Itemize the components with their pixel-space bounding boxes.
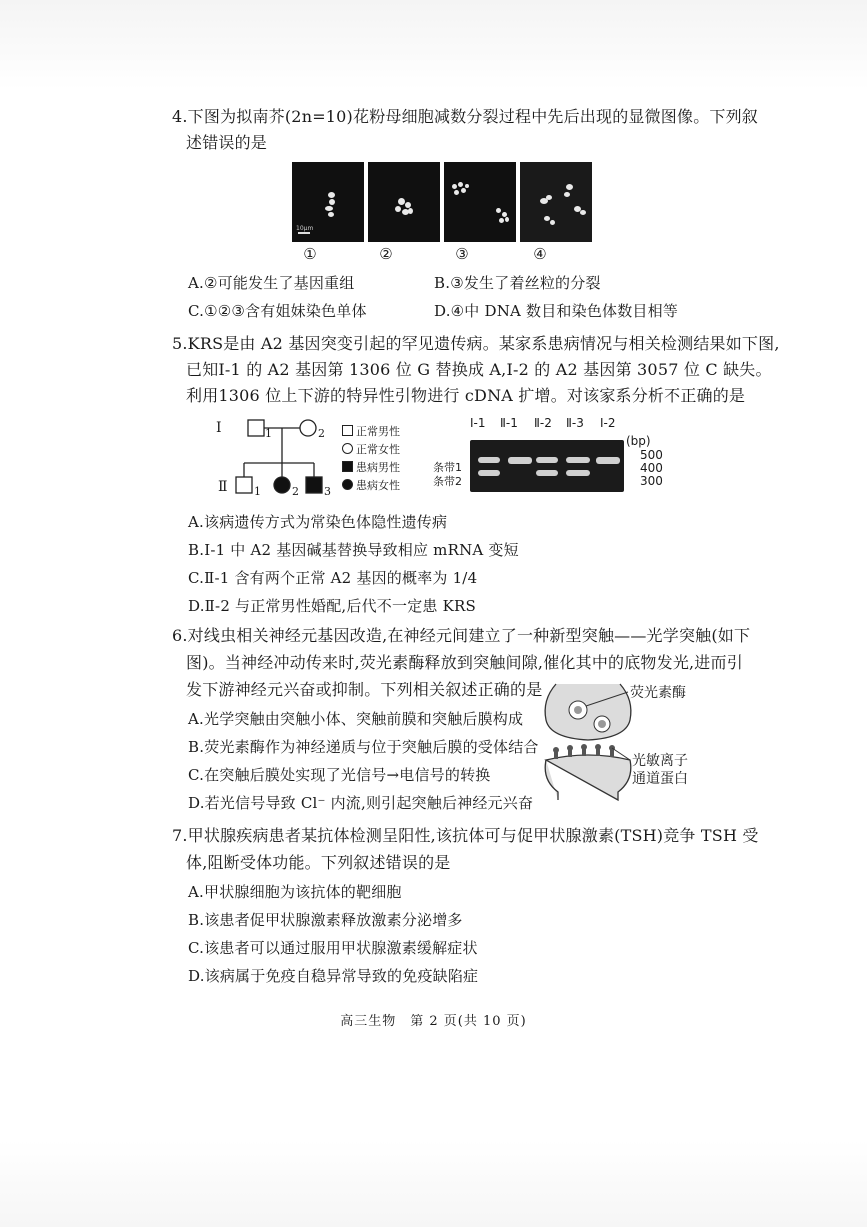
micrograph-1 <box>292 162 364 242</box>
diagram-pointer-lines <box>538 680 716 802</box>
q6-option-a: A.光学突触由突触小体、突触前膜和突触后膜构成 <box>188 710 524 728</box>
q7-option-b: B.该患者促甲状腺激素释放激素分泌增多 <box>188 911 463 929</box>
bp-mark-500: 500 <box>640 448 663 462</box>
micrograph-4 <box>520 162 592 242</box>
band-2-label: 条带2 <box>433 475 462 488</box>
gel-lane-label: Ⅰ-1 <box>470 416 486 430</box>
gel-lane-label: Ⅱ-1 <box>500 416 518 430</box>
generation-1-label: Ⅰ <box>216 420 222 436</box>
q6-option-c: C.在突触后膜处实现了光信号→电信号的转换 <box>188 766 491 784</box>
q6-stem-line3: 发下游神经元兴奋或抑制。下列相关叙述正确的是 <box>186 680 543 699</box>
micrograph-label-1: ① <box>303 245 317 263</box>
generation-2-label: Ⅱ <box>218 479 228 495</box>
q5-option-b: B.Ⅰ-1 中 A2 基因碱基替换导致相应 mRNA 变短 <box>188 541 519 559</box>
gel-lane-label: Ⅰ-2 <box>600 416 616 430</box>
micrograph-strip <box>292 162 594 242</box>
q6-option-b: B.荧光素酶作为神经递质与位于突触后膜的受体结合 <box>188 738 539 756</box>
pedigree-number: 2 <box>292 485 299 498</box>
q6-stem-line1: 6.对线虫相关神经元基因改造,在神经元间建立了一种新型突触——光学突触(如下 <box>172 626 751 645</box>
light-channel-label-line1: 光敏离子 <box>632 753 688 769</box>
pedigree-chart <box>210 415 460 515</box>
micrograph-label-4: ④ <box>533 245 547 263</box>
pedigree-number: 1 <box>254 485 261 498</box>
bp-unit-label: (bp) <box>626 434 651 448</box>
q5-stem-line2: 已知Ⅰ-1 的 A2 基因第 1306 位 G 替换成 A,Ⅰ-2 的 A2 基因第 3057 位 C 缺失。 <box>186 360 772 379</box>
q7-stem-line1: 7.甲状腺疾病患者某抗体检测呈阳性,该抗体可与促甲状腺激素(TSH)竞争 TSH 受 <box>172 826 759 845</box>
legend-normal-female: 正常女性 <box>342 441 400 457</box>
electrophoresis-gel <box>470 440 624 492</box>
micrograph-2 <box>368 162 440 242</box>
optical-synapse-diagram <box>538 680 716 802</box>
q4-option-b: B.③发生了着丝粒的分裂 <box>434 274 601 292</box>
gel-lane-label: Ⅱ-3 <box>566 416 584 430</box>
q7-option-c: C.该患者可以通过服用甲状腺激素缓解症状 <box>188 939 478 957</box>
q4-option-a: A.②可能发生了基因重组 <box>188 274 355 292</box>
q4-stem-line2: 述错误的是 <box>186 133 268 152</box>
legend-affected-male: 患病男性 <box>342 459 400 475</box>
q7-option-d: D.该病属于免疫自稳异常导致的免疫缺陷症 <box>188 967 479 985</box>
light-channel-label-line2: 通道蛋白 <box>632 771 688 787</box>
q7-stem-line2: 体,阻断受体功能。下列叙述错误的是 <box>186 853 451 872</box>
q4-option-c: C.①②③含有姐妹染色单体 <box>188 302 367 320</box>
band-1-label: 条带1 <box>433 461 462 474</box>
bp-mark-300: 300 <box>640 474 663 488</box>
q5-stem-line1: 5.KRS是由 A2 基因突变引起的罕见遗传病。某家系患病情况与相关检测结果如下图, <box>172 334 780 353</box>
q5-option-c: C.Ⅱ-1 含有两个正常 A2 基因的概率为 1/4 <box>188 569 478 587</box>
micrograph-label-3: ③ <box>455 245 469 263</box>
gel-lane-label: Ⅱ-2 <box>534 416 552 430</box>
q7-option-a: A.甲状腺细胞为该抗体的靶细胞 <box>188 883 402 901</box>
q4-option-d: D.④中 DNA 数目和染色体数目相等 <box>434 302 679 320</box>
page-footer: 高三生物 第 2 页(共 10 页) <box>340 1014 527 1029</box>
micrograph-label-2: ② <box>379 245 393 263</box>
bp-mark-400: 400 <box>640 461 663 475</box>
q5-stem-line3: 利用1306 位上下游的特异性引物进行 cDNA 扩增。对该家系分析不正确的是 <box>186 386 746 405</box>
scale-label: 10μm <box>296 225 314 232</box>
pedigree-number: 2 <box>318 427 325 440</box>
q5-option-d: D.Ⅱ-2 与正常男性婚配,后代不一定患 KRS <box>188 597 476 615</box>
q6-option-d: D.若光信号导致 Cl⁻ 内流,则引起突触后神经元兴奋 <box>188 794 534 812</box>
q6-stem-line2: 图)。当神经冲动传来时,荧光素酶释放到突触间隙,催化其中的底物发光,进而引 <box>186 653 743 672</box>
pedigree-number: 3 <box>324 485 331 498</box>
luciferase-label: 荧光素酶 <box>630 685 686 701</box>
q5-option-a: A.该病遗传方式为常染色体隐性遗传病 <box>188 513 448 531</box>
micrograph-3 <box>444 162 516 242</box>
q4-stem-line1: 4.下图为拟南芥(2n=10)花粉母细胞减数分裂过程中先后出现的显微图像。下列叙 <box>172 107 759 126</box>
legend-affected-female: 患病女性 <box>342 477 400 493</box>
legend-normal-male: 正常男性 <box>342 423 400 439</box>
pedigree-number: 1 <box>265 427 272 440</box>
